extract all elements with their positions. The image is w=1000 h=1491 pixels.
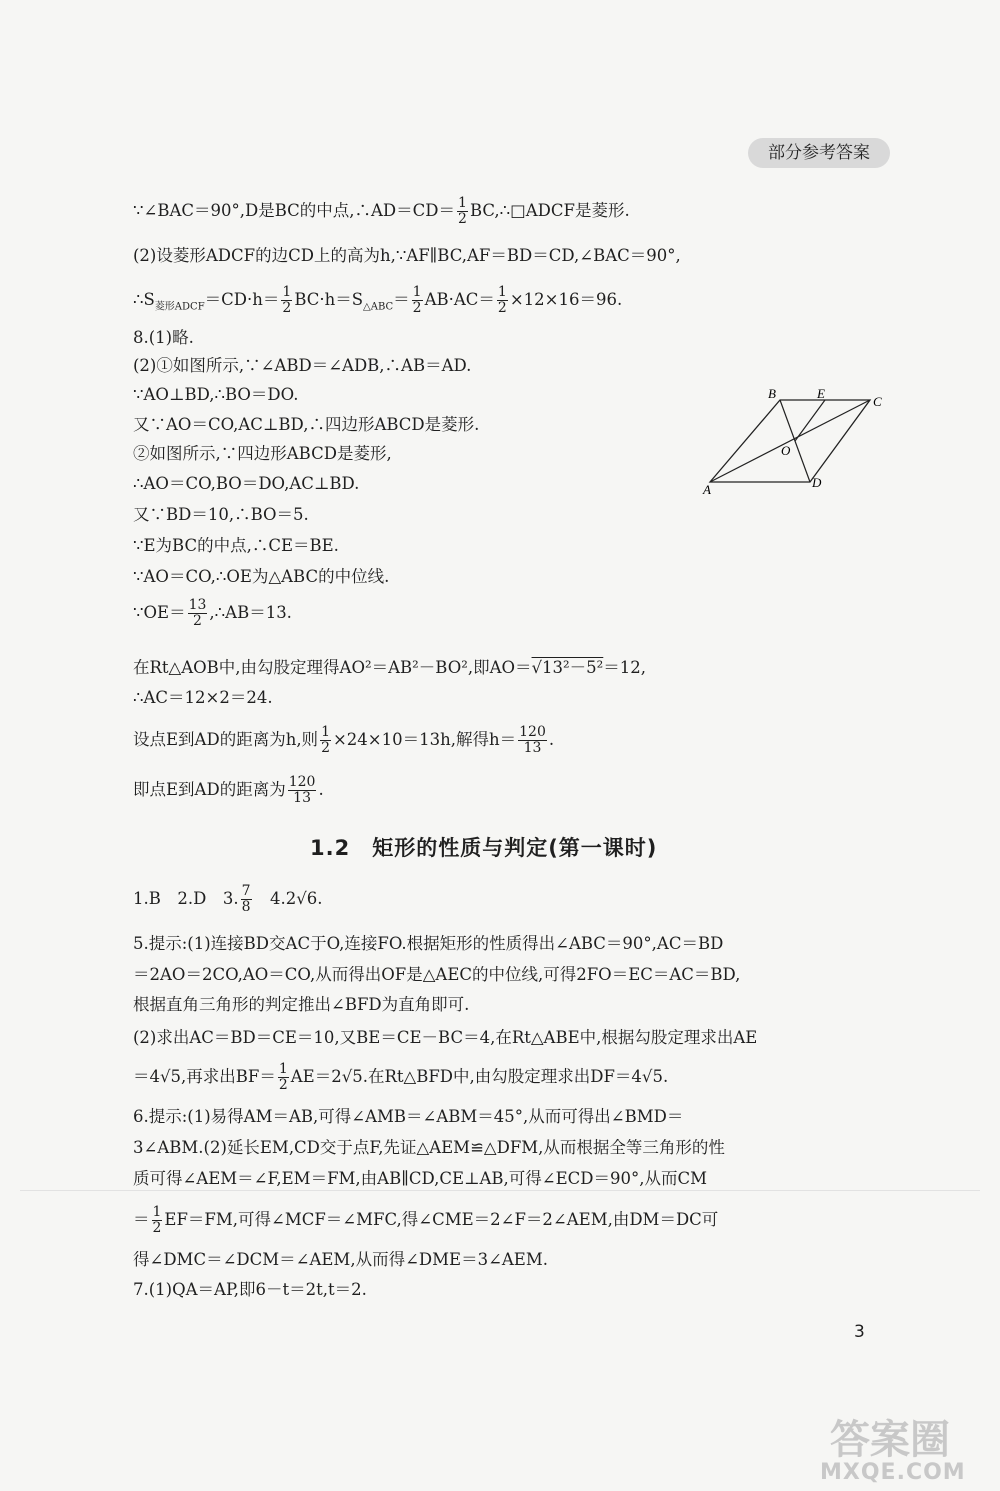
watermark-logo: 答案圈 MXQE.COM <box>820 1417 966 1485</box>
label-d: D <box>812 475 822 490</box>
section-badge: 部分参考答案 <box>748 138 890 168</box>
line-8: ②如图所示,∵四边形ABCD是菱形, <box>133 444 392 463</box>
fraction-13-2: $\frac{13}{2}$ <box>188 597 207 629</box>
line-5: (2)①如图所示,∵∠ABD＝∠ADB,∴AB＝AD. <box>133 356 472 375</box>
line-2: (2)设菱形ADCF的边CD上的高为h,∵AF∥BC,AF＝BD＝CD,∠BAC＝90°, <box>133 246 681 265</box>
line-24: 6.提示:(1)易得AM＝AB,可得∠AMB＝∠ABM＝45°,从而可得出∠BMD＝ <box>133 1107 684 1126</box>
line-4: 8.(1)略. <box>133 328 194 347</box>
line-26: 质可得∠AEM＝∠F,EM＝FM,由AB∥CD,CE⊥AB,可得∠ECD＝90°,从而CM <box>133 1169 708 1188</box>
line-21: 根据直角三角形的判定推出∠BFD为直角即可. <box>133 995 470 1014</box>
line-10: 又∵BD＝10,∴BO＝5. <box>133 505 309 524</box>
diagonal-ac <box>710 400 870 482</box>
line-18: 1.B 2.D 3. $\frac{7}{8}$ 4.2√6. <box>133 883 323 915</box>
line-12: ∵AO＝CO,∴OE为△ABC的中位线. <box>133 567 390 586</box>
line-27: ＝ $\frac{1}{2}$ EF＝FM,可得∠MCF＝∠MFC,得∠CME＝2∠F＝2∠AEM,由DM＝DC可 <box>133 1204 719 1236</box>
line-11: ∵E为BC的中点,∴CE＝BE. <box>133 536 339 555</box>
line-22: (2)求出AC＝BD＝CE＝10,又BE＝CE－BC＝4,在Rt△ABE中,根据勾股定理求出AE <box>133 1028 758 1047</box>
line-9: ∴AO＝CO,BO＝DO,AC⊥BD. <box>133 474 360 493</box>
page-number: 3 <box>854 1322 865 1342</box>
line-6: ∵AO⊥BD,∴BO＝DO. <box>133 385 299 404</box>
fraction-7-8: $\frac{7}{8}$ <box>241 883 251 915</box>
label-b: B <box>768 386 776 401</box>
line-28: 得∠DMC＝∠DCM＝∠AEM,从而得∠DME＝3∠AEM. <box>133 1250 548 1269</box>
section-heading: 1.2 矩形的性质与判定(第一课时) <box>310 836 658 860</box>
line-23: ＝4√5,再求出BF＝ $\frac{1}{2}$ AE＝2√5.在Rt△BFD中,由勾股定理求出DF＝4√5. <box>133 1061 669 1093</box>
line-13: ∵OE＝ $\frac{13}{2}$ ,∴AB＝13. <box>133 597 292 629</box>
line-29: 7.(1)QA＝AP,即6－t＝2t,t＝2. <box>133 1280 367 1299</box>
line-15: ∴AC＝12×2＝24. <box>133 688 273 707</box>
line-7: 又∵AO＝CO,AC⊥BD,∴四边形ABCD是菱形. <box>133 415 480 434</box>
fraction-120-13: $\frac{120}{13}$ <box>519 724 546 756</box>
fraction-half: $\frac{1}{2}$ <box>458 195 467 227</box>
line-20: ＝2AO＝2CO,AO＝CO,从而得出OF是△AEC的中位线,可得2FO＝EC＝AC＝BD, <box>133 965 741 984</box>
fold-line <box>20 1190 980 1191</box>
line-19: 5.提示:(1)连接BD交AC于O,连接FO.根据矩形的性质得出∠ABC＝90°,AC＝BD <box>133 934 724 953</box>
label-o: O <box>781 443 791 458</box>
label-a: A <box>703 482 711 497</box>
rhombus-diagram <box>700 385 890 500</box>
segment-oe <box>795 400 825 441</box>
line-16: 设点E到AD的距离为h,则 $\frac{1}{2}$ ×24×10＝13h,解得h＝ $\frac{120}{13}$ . <box>133 724 555 756</box>
line-14: 在Rt△AOB中,由勾股定理得AO²＝AB²－BO²,即AO＝√13²－5²＝12, <box>133 658 647 677</box>
label-c: C <box>873 394 882 409</box>
label-e: E <box>817 386 825 401</box>
line-17: 即点E到AD的距离为 $\frac{120}{13}$ . <box>133 774 324 806</box>
line-25: 3∠ABM.(2)延长EM,CD交于点F,先证△AEM≌△DFM,从而根据全等三角形的性 <box>133 1138 725 1157</box>
line-3: $\therefore S_{菱形ADCF}=CD\cdot h=$ $\frac{1}{2}$ $BC\cdot h=S_{\triangle ABC}=$ $\frac{1}{2}$ AB·AC＝ $\frac{1}{2}$ ×12×16＝96. <box>133 284 623 316</box>
line-1: ∵∠BAC＝90°,D是BC的中点,∴AD＝CD＝ $\frac{1}{2}$ BC,∴□ADCF是菱形. <box>133 195 630 227</box>
